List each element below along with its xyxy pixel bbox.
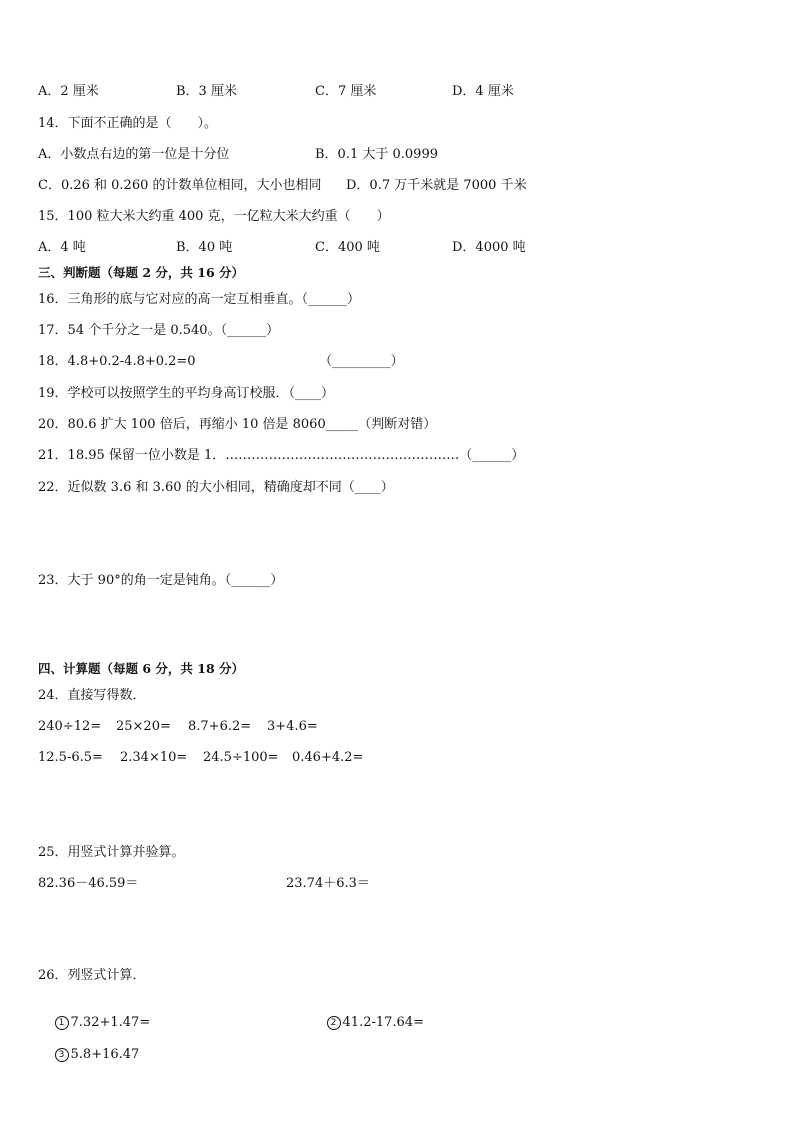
- section-4-heading: 四、计算题（每题 6 分，共 18 分）: [38, 661, 245, 676]
- judgment-16: 16．三角形的底与它对应的高一定互相垂直。（______）: [38, 292, 361, 307]
- judgment-22: 22．近似数 3.6 和 3.60 的大小相同，精确度却不同（____）: [38, 480, 394, 495]
- judgment-18: 18．4.8+0.2-4.8+0.2=0 （_________）: [38, 354, 404, 369]
- q25-item-1: 82.36－46.59＝: [38, 876, 139, 891]
- q26-expression: 5.8+16.47: [70, 1047, 140, 1062]
- q15-option-b: B．40 吨: [176, 240, 233, 255]
- q14-option-b: B．0.1 大于 0.0999: [315, 147, 438, 162]
- circled-number-2: 2: [327, 1016, 341, 1030]
- q13-option-d: D．4 厘米: [452, 84, 514, 99]
- judgment-20: 20．80.6 扩大 100 倍后，再缩小 10 倍是 8060_____（判断对错）: [38, 417, 437, 432]
- q24-item: 240÷12=: [38, 719, 102, 734]
- q14-option-d: D．0.7 万千米就是 7000 千米: [346, 178, 527, 193]
- q25-stem: 25．用竖式计算并验算。: [38, 845, 185, 860]
- q13-option-c: C．7 厘米: [315, 84, 377, 99]
- q25-item-2: 23.74＋6.3＝: [286, 876, 370, 891]
- judgment-21: 21．18.95 保留一位小数是 1．………………………………………………（______）: [38, 448, 525, 463]
- q24-item: 0.46+4.2=: [292, 750, 364, 765]
- q15-stem: 15．100 粒大米大约重 400 克，一亿粒大米大约重（ ）: [38, 209, 390, 224]
- q26-expression: 41.2-17.64=: [342, 1015, 424, 1030]
- q15-option-d: D．4000 吨: [452, 240, 526, 255]
- q24-item: 2.34×10=: [120, 750, 188, 765]
- judgment-17: 17．54 个千分之一是 0.540。（______）: [38, 323, 280, 338]
- q14-stem: 14．下面不正确的是（ ）。: [38, 116, 218, 131]
- q15-option-c: C．400 吨: [315, 240, 380, 255]
- q26-item-3: [38, 1031, 139, 1079]
- q26-stem: 26．列竖式计算．: [38, 968, 146, 983]
- q24-item: 25×20=: [116, 719, 171, 734]
- circled-number-3: 3: [55, 1048, 69, 1062]
- q26-item-2: [310, 999, 424, 1047]
- q14-option-c: C．0.26 和 0.260 的计数单位相同，大小也相同: [38, 178, 322, 193]
- q14-option-a: A．小数点右边的第一位是十分位: [38, 147, 230, 162]
- q24-item: 3+4.6=: [267, 719, 318, 734]
- q24-item: 12.5-6.5=: [38, 750, 103, 765]
- judgment-19: 19．学校可以按照学生的平均身高订校服．（____）: [38, 386, 335, 401]
- section-3-heading: 三、判断题（每题 2 分，共 16 分）: [38, 265, 245, 280]
- circled-number-1: 1: [55, 1016, 69, 1030]
- q13-option-b: B．3 厘米: [176, 84, 237, 99]
- q26-expression: 7.32+1.47=: [70, 1015, 151, 1030]
- q24-item: 24.5÷100=: [203, 750, 279, 765]
- judgment-23: 23．大于 90°的角一定是钝角。（______）: [38, 573, 284, 588]
- q13-option-a: A．2 厘米: [38, 84, 99, 99]
- q24-item: 8.7+6.2=: [188, 719, 252, 734]
- q24-stem: 24．直接写得数．: [38, 688, 146, 703]
- q15-option-a: A．4 吨: [38, 240, 86, 255]
